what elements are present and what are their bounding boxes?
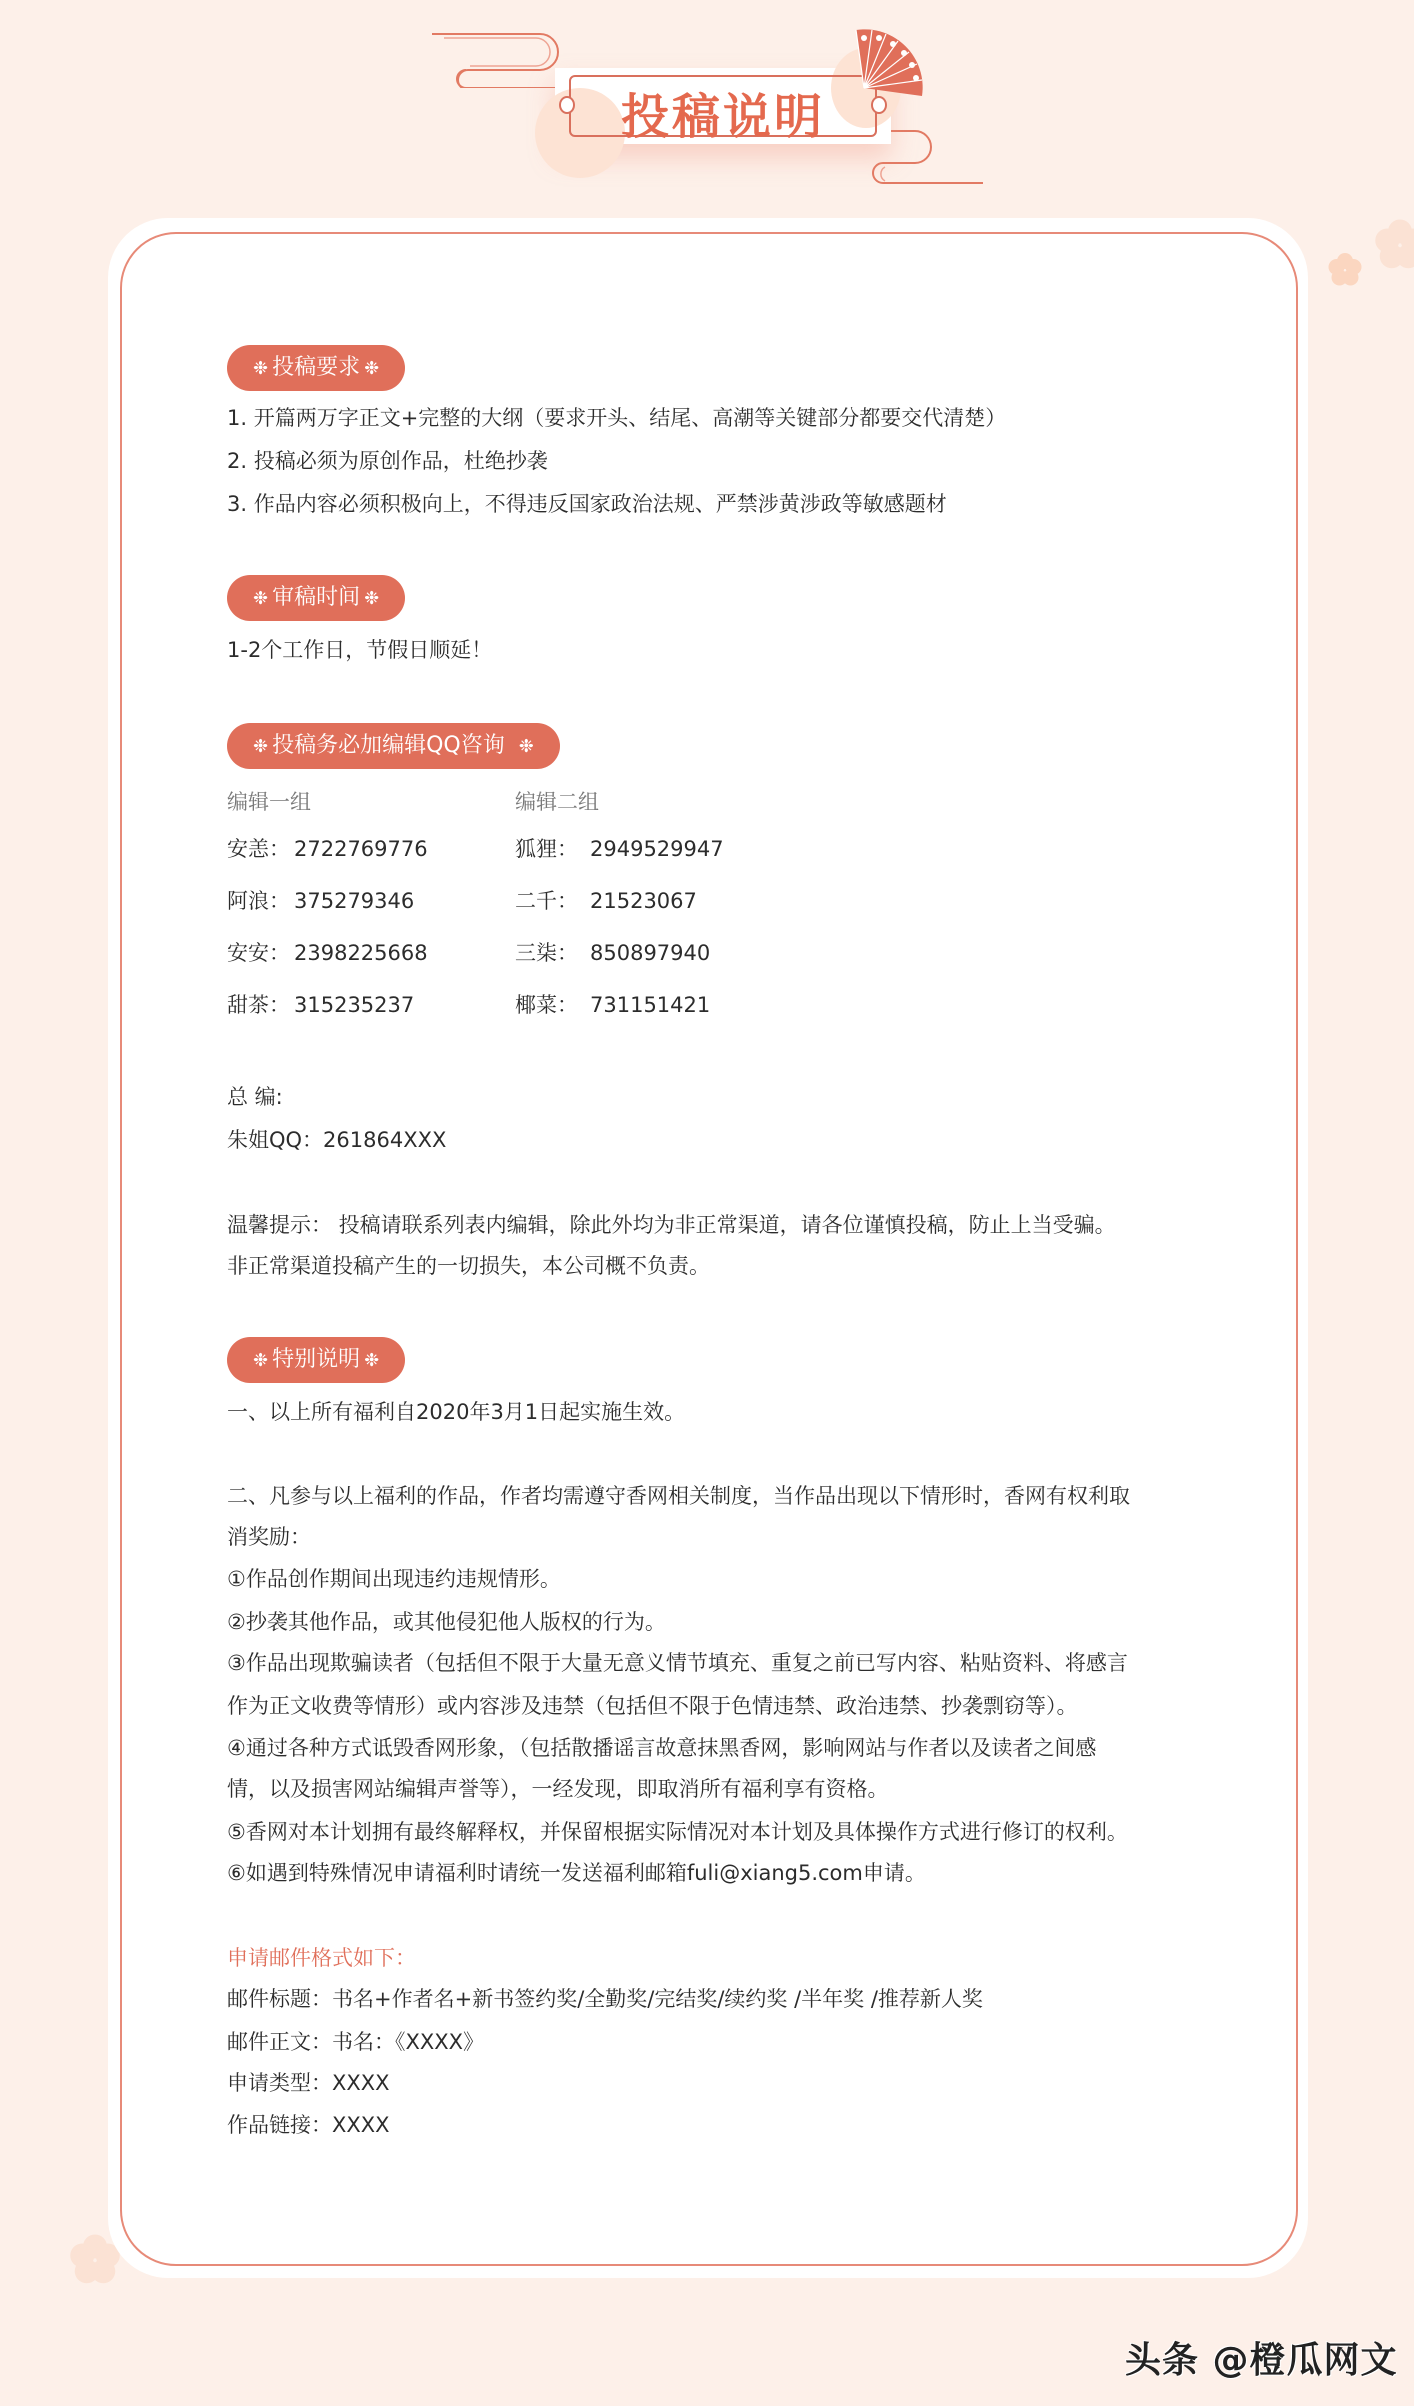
- editor-entry: 二千： 21523067: [515, 889, 697, 913]
- snowflake-icon: ❉: [364, 1350, 380, 1371]
- rule-item: 作为正文收费等情形）或内容涉及违禁（包括但不限于色情违禁、政治违禁、抄袭剽窃等）。: [227, 1694, 1078, 1718]
- editor-group-2-title: 编辑二组: [515, 790, 599, 814]
- section-badge-contacts: ❉ 投稿务必加编辑QQ咨询 ❉: [227, 723, 560, 769]
- watermark: 头条 @橙瓜网文: [1125, 2340, 1398, 2381]
- special-item: 消奖励：: [227, 1525, 311, 1549]
- special-item: 二、凡参与以上福利的作品，作者均需遵守香网相关制度，当作品出现以下情形时，香网有权利取: [227, 1484, 1130, 1508]
- email-format-item: 申请类型：XXXX: [227, 2071, 390, 2095]
- editor-entry: 安恙： 2722769776: [227, 837, 428, 861]
- notice-text: 非正常渠道投稿产生的一切损失，本公司概不负责。: [227, 1254, 710, 1278]
- rule-item: ⑥如遇到特殊情况申请福利时请统一发送福利邮箱fuli@xiang5.com申请。: [227, 1861, 926, 1885]
- email-format-item: 邮件正文：书名：《XXXX》: [227, 2030, 485, 2054]
- review-time-text: 1-2个工作日，节假日顺延！: [227, 638, 493, 662]
- editor-entry: 甜茶： 315235237: [227, 993, 415, 1017]
- rule-item: ④通过各种方式诋毁香网形象，（包括散播谣言故意抹黑香网，影响网站与作者以及读者之间感: [227, 1736, 1097, 1760]
- requirement-item: 3. 作品内容必须积极向上，不得违反国家政治法规、严禁涉黄涉政等敏感题材: [227, 492, 947, 516]
- editor-entry: 阿浪： 375279346: [227, 889, 415, 913]
- chief-editor-label: 总 编:: [227, 1085, 283, 1109]
- snowflake-icon: ❉: [364, 358, 380, 379]
- section-badge-requirements: ❉ 投稿要求 ❉: [227, 345, 405, 391]
- snowflake-icon: ❉: [518, 736, 534, 757]
- editor-group-1-title: 编辑一组: [227, 790, 311, 814]
- email-format-item: 邮件标题：书名+作者名+新书签约奖/全勤奖/完结奖/续约奖 /半年奖 /推荐新人奖: [227, 1987, 983, 2011]
- editor-entry: 椰菜： 731151421: [515, 993, 711, 1017]
- section-badge-special: ❉ 特别说明 ❉: [227, 1337, 405, 1383]
- email-format-title: 申请邮件格式如下：: [227, 1946, 416, 1970]
- rule-item: ③作品出现欺骗读者（包括但不限于大量无意义情节填充、重复之前已写内容、粘贴资料、将感言: [227, 1651, 1128, 1675]
- rule-item: 情，以及损害网站编辑声誉等），一经发现，即取消所有福利享有资格。: [227, 1777, 889, 1801]
- editor-entry: 安安： 2398225668: [227, 941, 428, 965]
- chief-editor-qq: 朱姐QQ：261864XXX: [227, 1128, 447, 1152]
- blossom-icon: [1370, 215, 1414, 275]
- editor-entry: 狐狸： 2949529947: [515, 837, 724, 861]
- editor-entry: 三柒： 850897940: [515, 941, 711, 965]
- snowflake-icon: ❉: [253, 736, 269, 757]
- snowflake-icon: ❉: [364, 588, 380, 609]
- rule-item: ②抄袭其他作品，或其他侵犯他人版权的行为。: [227, 1610, 666, 1634]
- requirement-item: 2. 投稿必须为原创作品，杜绝抄袭: [227, 449, 548, 473]
- requirement-item: 1. 开篇两万字正文+完整的大纲（要求开头、结尾、高潮等关键部分都要交代清楚）: [227, 406, 1007, 430]
- notice-text: 温馨提示： 投稿请联系列表内编辑，除此外均为非正常渠道，请各位谨慎投稿，防止上当受骗。: [227, 1213, 1116, 1237]
- title-plaque: [555, 68, 891, 144]
- snowflake-icon: ❉: [253, 358, 269, 379]
- blossom-icon: [1325, 250, 1365, 290]
- special-item: 一、以上所有福利自2020年3月1日起实施生效。: [227, 1400, 686, 1424]
- rule-item: ⑤香网对本计划拥有最终解释权，并保留根据实际情况对本计划及具体操作方式进行修订的权利。: [227, 1820, 1128, 1844]
- snowflake-icon: ❉: [253, 588, 269, 609]
- section-badge-review-time: ❉ 审稿时间 ❉: [227, 575, 405, 621]
- rule-item: ①作品创作期间出现违约违规情形。: [227, 1567, 561, 1591]
- folding-fan-icon: [850, 20, 930, 100]
- cloud-ornament-icon: [430, 28, 560, 88]
- email-format-item: 作品链接：XXXX: [227, 2113, 390, 2137]
- snowflake-icon: ❉: [253, 1350, 269, 1371]
- page-title: 投稿说明: [620, 89, 825, 145]
